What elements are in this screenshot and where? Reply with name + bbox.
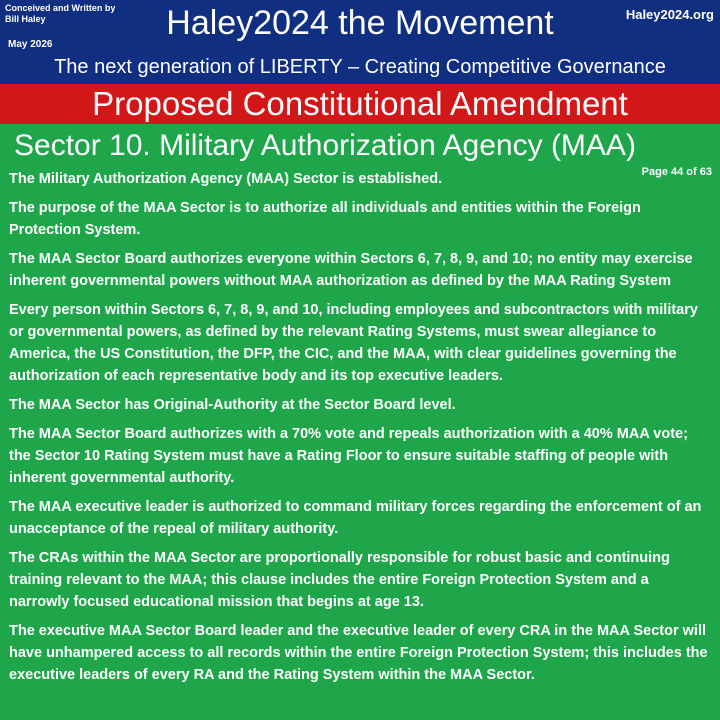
website-link[interactable]: Haley2024.org (625, 7, 714, 22)
page-number: Page 44 of 63 (641, 166, 712, 178)
publication-date: May 2026 (8, 39, 53, 50)
amendment-banner: Proposed Constitutional Amendment (0, 84, 720, 124)
paragraph: The MAA executive leader is authorized to command military forces regarding the enforcement of an unacceptance of the repeal of military authority. (9, 499, 702, 537)
sector-title: Sector 10. Military Authorization Agency (MAA) (14, 129, 636, 162)
paragraph: The MAA Sector has Original-Authority at the Sector Board level. (9, 397, 456, 413)
paragraph: The MAA Sector Board authorizes everyone within Sectors 6, 7, 8, 9, and 10; no entity may exercise inherent governmental powers without MAA authorization as defined by the MAA Rating System (9, 251, 693, 289)
movement-title: Haley2024 the Movement (166, 4, 554, 42)
paragraph: Every person within Sectors 6, 7, 8, 9, and 10, including employees and subcontractors with military or governmental powers, as defined by the relevant Rating Systems, must swear allegiance to America, the US Constitution, the DFP, the CIC, and the MAA, with clear guidelines governing the authorization of each representative body and its top executive leaders. (9, 302, 698, 384)
header-bar (0, 0, 720, 84)
paragraph: The purpose of the MAA Sector is to authorize all individuals and entities within the Foreign Protection System. (9, 200, 641, 238)
paragraph: The Military Authorization Agency (MAA) Sector is established. (9, 171, 443, 187)
paragraph: The CRAs within the MAA Sector are proportionally responsible for robust basic and continuing training relevant to the MAA; this clause includes the entire Foreign Protection System and a narrowly focused educational mission that begins at age 13. (9, 550, 670, 610)
paragraph: The MAA Sector Board authorizes with a 70% vote and repeals authorization with a 40% MAA vote; the Sector 10 Rating System must have a Rating Floor to ensure suitable staffing of people with inherent governmental authority. (9, 426, 688, 486)
amendment-text (9, 168, 713, 693)
paragraph: The executive MAA Sector Board leader and the executive leader of every CRA in the MAA Sector will have unhampered access to all records within the entire Foreign Protection System; this includes the executive leaders of every RA and the Rating System within the MAA Sector. (9, 623, 708, 683)
author-credit: Conceived and Written by Bill Haley (5, 3, 116, 24)
movement-subtitle: The next generation of LIBERTY – Creating Competitive Governance (54, 56, 666, 78)
